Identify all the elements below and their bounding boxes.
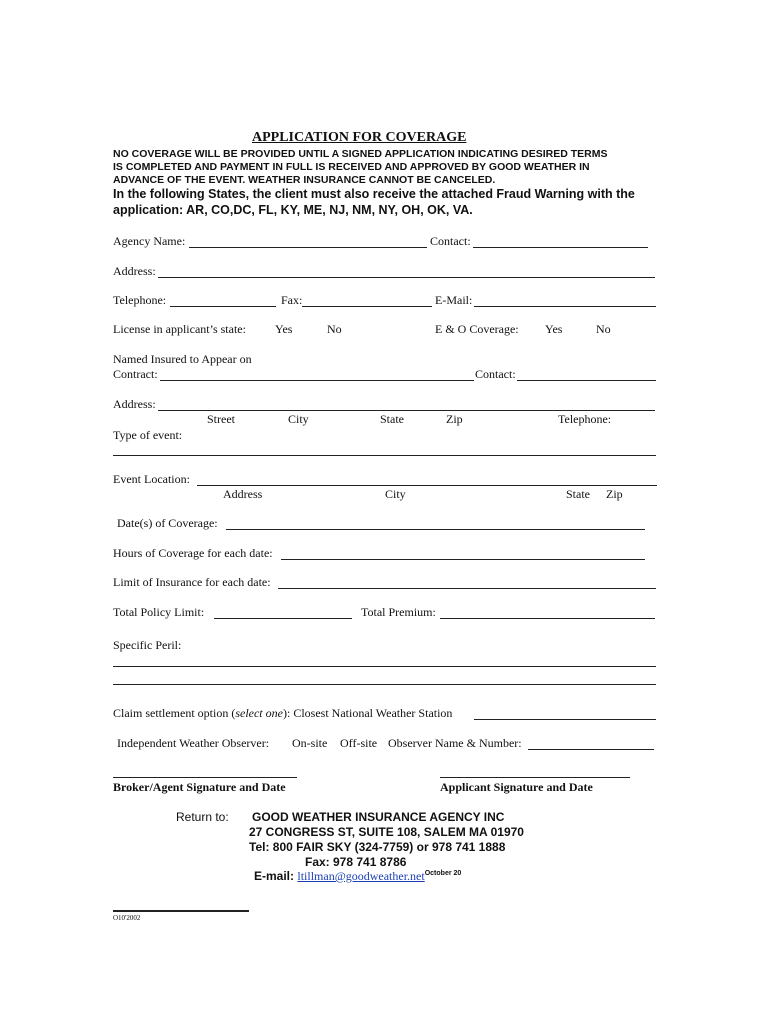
telephone-field[interactable] — [170, 306, 276, 307]
eo-coverage-label: E & O Coverage: — [435, 322, 519, 336]
fraud-line-2: application: AR, CO,DC, FL, KY, ME, NJ, NM, NY, OH, OK, VA. — [113, 203, 473, 217]
agency-name-label: Agency Name: — [113, 234, 186, 248]
date-note: October 20 — [424, 870, 462, 877]
total-premium-field[interactable] — [440, 618, 655, 619]
type-of-event-field[interactable] — [113, 455, 656, 456]
address2-city-caption: City — [288, 412, 309, 426]
total-premium-label: Total Premium: — [361, 605, 436, 619]
address2-label: Address: — [113, 397, 156, 411]
limit-field[interactable] — [278, 588, 656, 589]
agency-name-field[interactable] — [189, 247, 427, 248]
fax-field[interactable] — [302, 306, 432, 307]
specific-peril-field-1[interactable] — [113, 666, 656, 667]
return-street: 27 CONGRESS ST, SUITE 108, SALEM MA 01970 — [249, 825, 524, 839]
eo-yes-option[interactable]: Yes — [545, 322, 563, 336]
address2-street-caption: Street — [207, 412, 235, 426]
notice-line-3: ADVANCE OF THE EVENT. WEATHER INSURANCE CANNOT BE CANCELED. — [113, 174, 496, 186]
onsite-option[interactable]: On-site — [292, 736, 328, 750]
return-email-row — [254, 869, 461, 884]
email-label: E-Mail: — [435, 293, 473, 307]
claim-suffix[interactable]: ): Closest National Weather Station — [282, 706, 453, 720]
total-limit-label: Total Policy Limit: — [113, 605, 205, 619]
return-telephone: Tel: 800 FAIR SKY (324-7759) or 978 741 1888 — [249, 840, 506, 854]
footer-rule — [113, 910, 249, 912]
eo-no-option[interactable]: No — [596, 322, 611, 336]
address2-zip-caption: Zip — [446, 412, 463, 426]
named-insured-field[interactable] — [160, 380, 474, 381]
address-field[interactable] — [158, 277, 655, 278]
fraud-line-1: In the following States, the client must also receive the attached Fraud Warning with the — [113, 187, 635, 201]
observer-name-field[interactable] — [528, 749, 654, 750]
applicant-signature-field[interactable] — [440, 777, 630, 778]
contract-label: Contract: — [113, 367, 158, 381]
address2-state-caption: State — [380, 412, 404, 426]
type-of-event-label: Type of event: — [113, 428, 183, 442]
event-state-caption: State — [566, 487, 590, 501]
offsite-option[interactable]: Off-site — [340, 736, 378, 750]
broker-signature-field[interactable] — [113, 777, 297, 778]
email-field[interactable] — [474, 306, 656, 307]
contact2-field[interactable] — [517, 380, 656, 381]
address2-telephone-caption: Telephone: — [558, 412, 612, 426]
event-location-field[interactable] — [197, 485, 657, 486]
return-fax: Fax: 978 741 8786 — [305, 855, 407, 869]
specific-peril-field-2[interactable] — [113, 684, 656, 685]
claim-settlement-label — [113, 706, 452, 721]
return-email-link[interactable]: ltillman@goodweather.net — [297, 869, 425, 883]
observer-label: Independent Weather Observer: — [117, 736, 270, 750]
applicant-signature-label: Applicant Signature and Date — [440, 780, 593, 794]
notice-line-2: IS COMPLETED AND PAYMENT IN FULL IS RECEIVED AND APPROVED BY GOOD WEATHER IN — [113, 161, 590, 173]
event-zip-caption: Zip — [606, 487, 623, 501]
telephone-label: Telephone: — [113, 293, 167, 307]
notice-line-1: NO COVERAGE WILL BE PROVIDED UNTIL A SIGNED APPLICATION INDICATING DESIRED TERMS — [113, 148, 608, 160]
license-no-option[interactable]: No — [327, 322, 342, 336]
page-title: APPLICATION FOR COVERAGE — [252, 130, 467, 145]
event-city-caption: City — [385, 487, 406, 501]
specific-peril-label: Specific Peril: — [113, 638, 182, 652]
return-agency-name: GOOD WEATHER INSURANCE AGENCY INC — [252, 810, 505, 824]
observer-name-label: Observer Name & Number: — [388, 736, 522, 750]
hours-field[interactable] — [281, 559, 645, 560]
named-insured-label: Named Insured to Appear on — [113, 352, 252, 366]
dates-field[interactable] — [226, 529, 645, 530]
return-email-label: E-mail: — [254, 869, 295, 883]
claim-prefix: Claim settlement option ( — [113, 706, 236, 720]
license-yes-option[interactable]: Yes — [275, 322, 293, 336]
footer-code: O10'2002 — [113, 914, 141, 922]
return-to-label: Return to: — [176, 810, 229, 824]
claim-select-one: select one — [235, 706, 283, 720]
contact2-label: Contact: — [475, 367, 516, 381]
dates-label: Date(s) of Coverage: — [117, 516, 218, 530]
claim-station-field[interactable] — [474, 719, 656, 720]
broker-signature-label: Broker/Agent Signature and Date — [113, 780, 286, 794]
address2-field[interactable] — [158, 410, 655, 411]
fax-label: Fax: — [281, 293, 303, 307]
limit-label: Limit of Insurance for each date: — [113, 575, 271, 589]
contact-label: Contact: — [430, 234, 471, 248]
license-label: License in applicant’s state: — [113, 322, 246, 336]
contact-field[interactable] — [473, 247, 648, 248]
hours-label: Hours of Coverage for each date: — [113, 546, 273, 560]
event-address-caption: Address — [223, 487, 263, 501]
total-limit-field[interactable] — [214, 618, 352, 619]
address-label: Address: — [113, 264, 156, 278]
event-location-label: Event Location: — [113, 472, 190, 486]
